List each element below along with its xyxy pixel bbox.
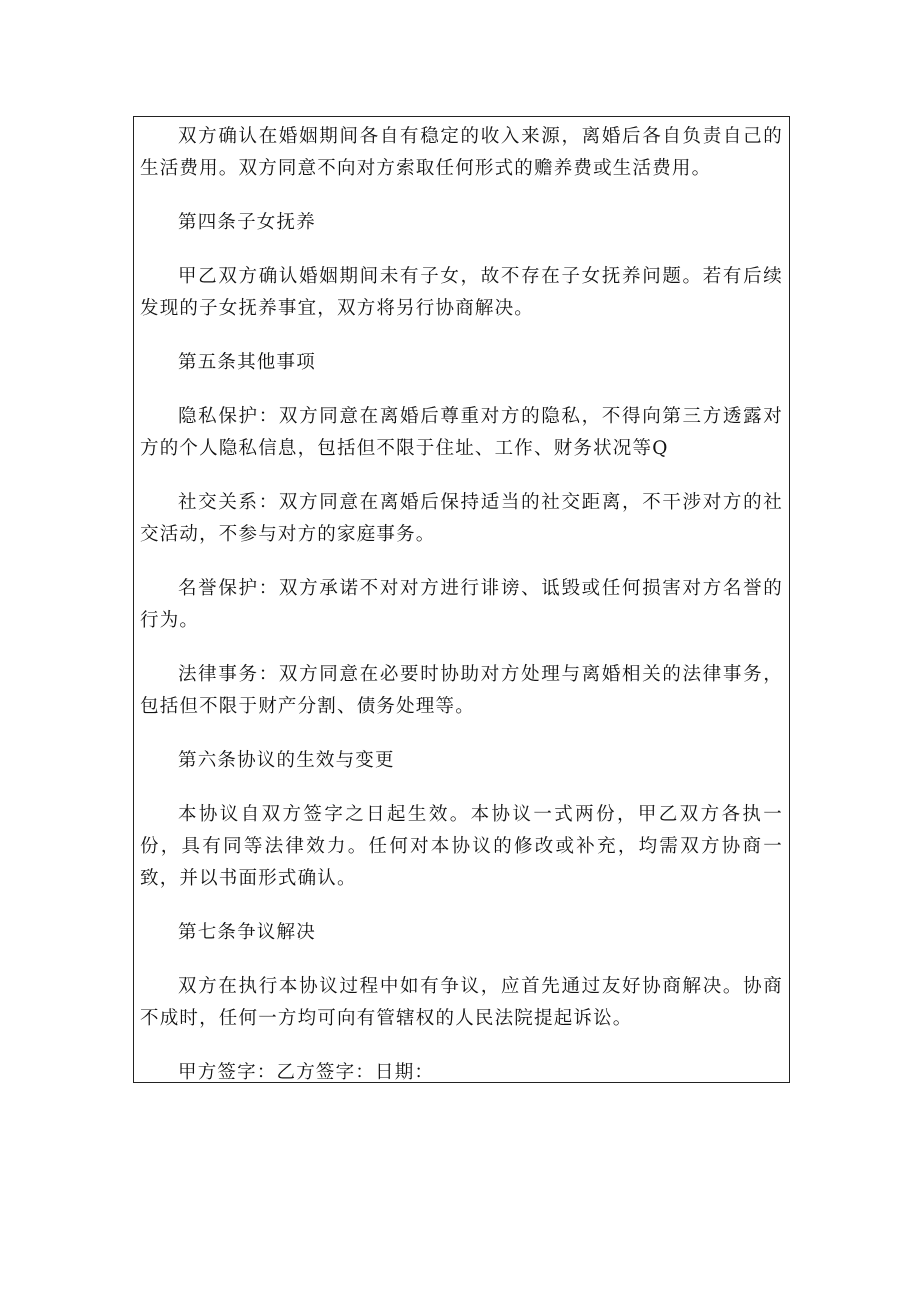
signature-line: 甲方签字：乙方签字：日期： [178, 1062, 435, 1083]
section-heading-other-matters: 第五条其他事项 [178, 352, 316, 373]
paragraph-privacy: 隐私保护：双方同意在离婚后尊重对方的隐私，不得向第三方透露对方的个人隐私信息，包括但不限于住址、工作、财务状况等Q [140, 406, 783, 459]
document-frame [133, 116, 790, 1083]
paragraph-effectiveness: 本协议自双方签字之日起生效。本协议一式两份，甲乙双方各执一份，具有同等法律效力。任何对本协议的修改或补充，均需双方协商一致，并以书面形式确认。 [140, 804, 783, 889]
paragraph-child-custody: 甲乙双方确认婚姻期间未有子女，故不存在子女抚养问题。若有后续发现的子女抚养事宜，双方将另行协商解决。 [140, 266, 783, 319]
document-body [140, 121, 783, 1089]
paragraph-legal-affairs: 法律事务：双方同意在必要时协助对方处理与离婚相关的法律事务，包括但不限于财产分割、债务处理等。 [140, 664, 783, 717]
section-heading-effectiveness: 第六条协议的生效与变更 [178, 750, 395, 771]
paragraph-alimony: 双方确认在婚姻期间各自有稳定的收入来源，离婚后各自负责自己的生活费用。双方同意不向对方索取任何形式的赡养费或生活费用。 [140, 126, 783, 179]
section-heading-child-custody: 第四条子女抚养 [178, 212, 316, 233]
paragraph-social-relations: 社交关系：双方同意在离婚后保持适当的社交距离，不干涉对方的社交活动，不参与对方的家庭事务。 [140, 492, 783, 545]
paragraph-reputation: 名誉保护：双方承诺不对对方进行诽谤、诋毁或任何损害对方名誉的行为。 [140, 578, 783, 631]
section-heading-dispute-resolution: 第七条争议解决 [178, 922, 316, 943]
paragraph-dispute-resolution: 双方在执行本协议过程中如有争议，应首先通过友好协商解决。协商不成时，任何一方均可向有管辖权的人民法院提起诉讼。 [140, 976, 783, 1029]
